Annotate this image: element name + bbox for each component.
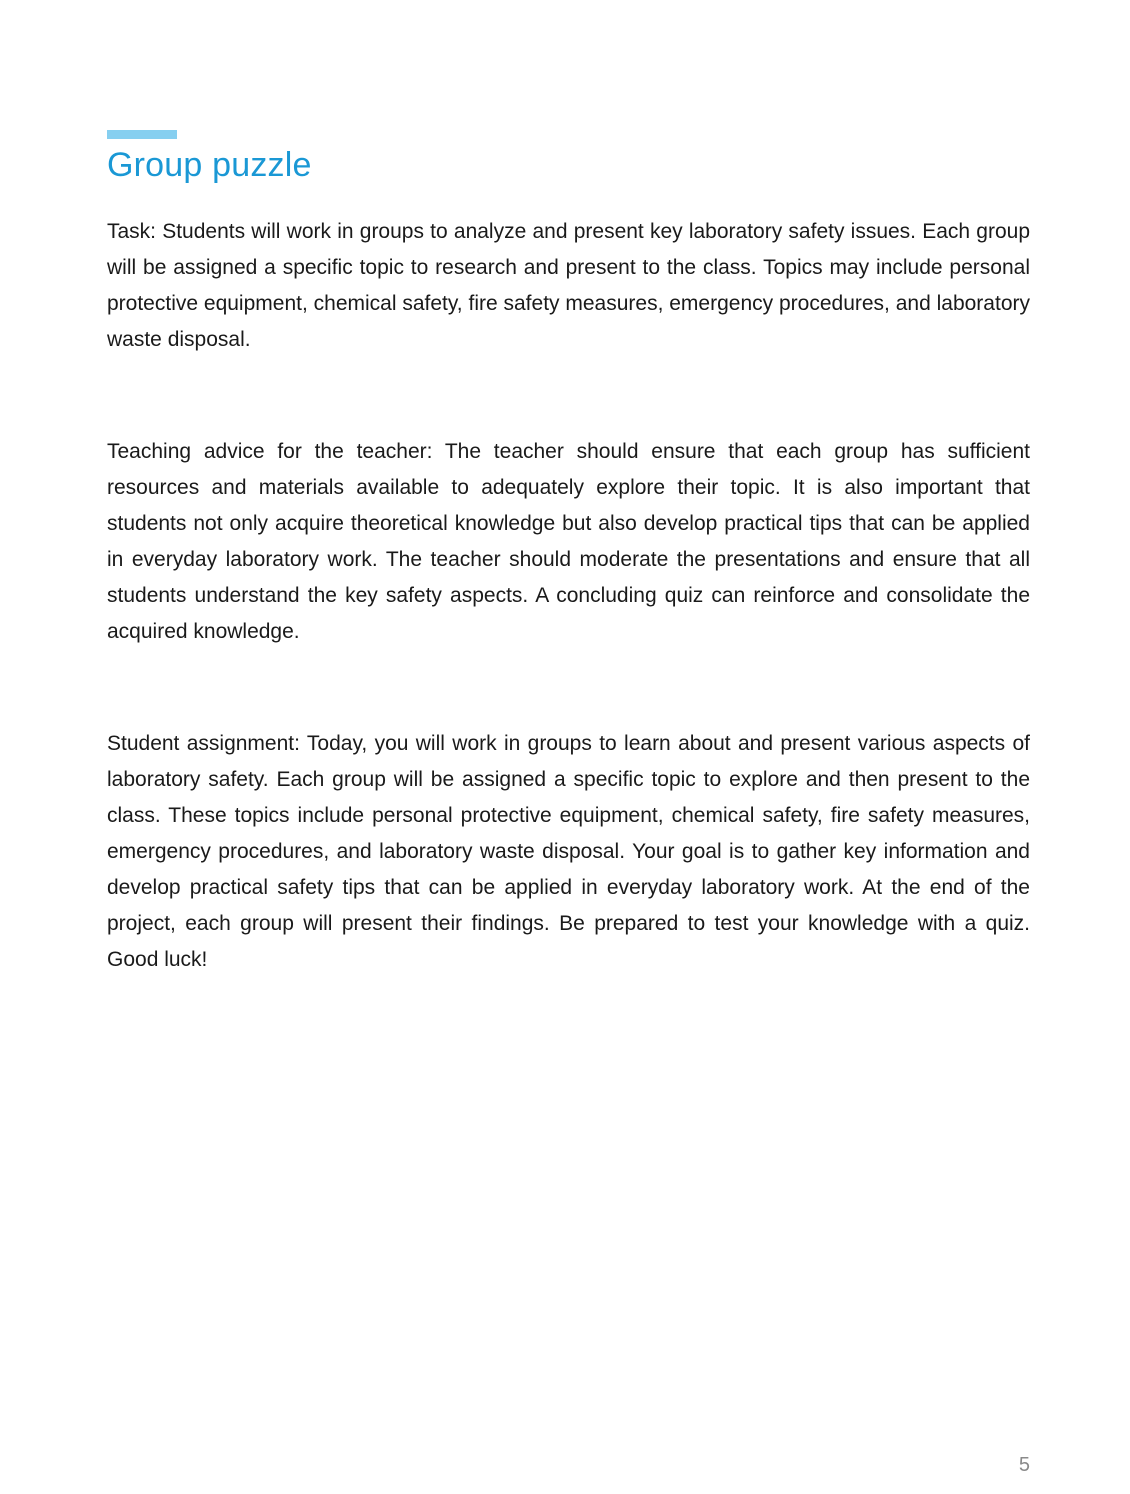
student-assignment-paragraph: Student assignment: Today, you will work in groups to learn about and present various aspects of laboratory safety. Each group will be assigned a specific topic to explore and then present to the class. These topics include personal protective equipment, chemical safety, fire safety measures, emergency procedures, and laboratory waste disposal. Your goal is to gather key information and develop practical safety tips that can be applied in everyday laboratory work. At the end of the project, each group will present their findings. Be prepared to test your knowledge with a quiz. Good luck! (107, 732, 1030, 971)
section-heading: Group puzzle (107, 146, 312, 184)
page-number: 5 (1018, 1454, 1030, 1476)
task-paragraph: Task: Students will work in groups to analyze and present key laboratory safety issues. Each group will be assigned a specific topic to research and present to the class. Topics may include personal protective equipment, chemical safety, fire safety measures, emergency procedures, and laboratory waste disposal. (107, 220, 1030, 351)
heading-accent-bar (107, 130, 177, 139)
teaching-advice-paragraph: Teaching advice for the teacher: The teacher should ensure that each group has sufficient resources and materials available to adequately explore their topic. It is also important that students not only acquire theoretical knowledge but also develop practical tips that can be applied in everyday laboratory work. The teacher should moderate the presentations and ensure that all students understand the key safety aspects. A concluding quiz can reinforce and consolidate the acquired knowledge. (107, 440, 1030, 643)
